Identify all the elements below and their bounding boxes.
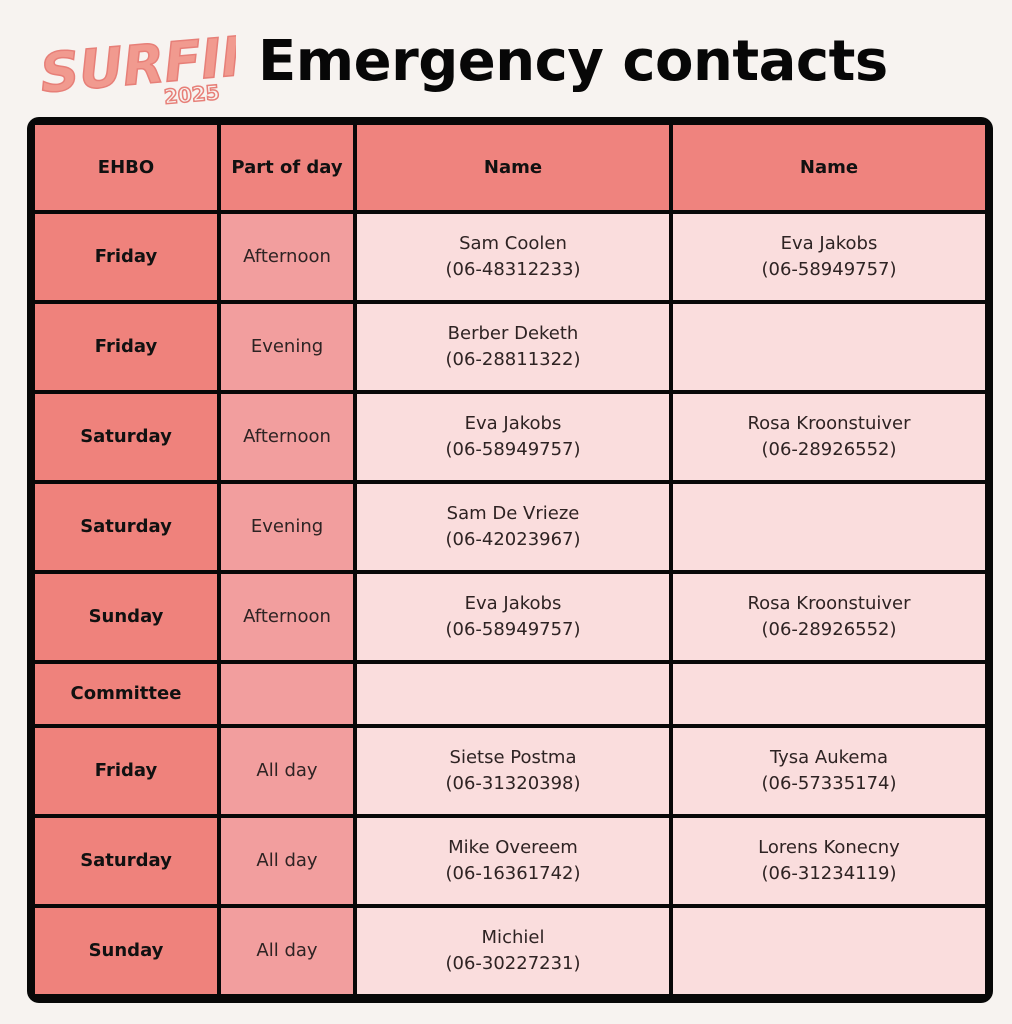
contacts-table-frame (27, 117, 993, 1003)
contact-name: Sam De Vrieze (446, 503, 580, 524)
row-contact-1-cell (357, 908, 669, 994)
contact-name: Mike Overeem (448, 837, 578, 858)
row-contact-1-cell (357, 304, 669, 390)
row-day-cell: Committee (35, 664, 217, 724)
column-header-name-2: Name (673, 125, 985, 210)
row-contact-1-cell (357, 214, 669, 300)
contact-name: Eva Jakobs (464, 593, 562, 614)
row-contact-1-cell (357, 394, 669, 480)
row-day-cell: Friday (35, 728, 217, 814)
contact-name: Rosa Kroonstuiver (747, 593, 911, 614)
row-day-cell: Saturday (35, 394, 217, 480)
column-header-ehbo: EHBO (35, 125, 217, 210)
surfin-logo (36, 22, 236, 108)
contact-phone: (06-28811322) (445, 349, 581, 370)
contact-phone: (06-42023967) (445, 529, 581, 550)
page-title: Emergency contacts (258, 29, 888, 94)
row-contact-2-cell (673, 484, 985, 570)
row-part-of-day-cell: All day (221, 818, 353, 904)
row-part-of-day-cell: Afternoon (221, 214, 353, 300)
contact-phone: (06-31320398) (445, 773, 581, 794)
row-day-cell: Friday (35, 304, 217, 390)
contacts-table (35, 125, 985, 995)
row-day-cell: Sunday (35, 574, 217, 660)
row-day-cell: Saturday (35, 818, 217, 904)
logo-text: SURFIN' (37, 22, 236, 106)
contact-name: Lorens Konecny (758, 837, 900, 858)
row-contact-2-cell (673, 214, 985, 300)
row-contact-1-cell (357, 574, 669, 660)
contact-phone: (06-28926552) (761, 439, 897, 460)
row-contact-2-cell (673, 728, 985, 814)
column-header-part-of-day: Part of day (221, 125, 353, 210)
contact-phone: (06-30227231) (445, 953, 581, 974)
contact-name: Eva Jakobs (780, 233, 878, 254)
row-part-of-day-cell: All day (221, 728, 353, 814)
contact-phone: (06-28926552) (761, 619, 897, 640)
row-part-of-day-cell (221, 664, 353, 724)
contact-phone: (06-31234119) (761, 863, 897, 884)
contact-name: Eva Jakobs (464, 413, 562, 434)
contact-name: Rosa Kroonstuiver (747, 413, 911, 434)
contact-phone: (06-16361742) (445, 863, 581, 884)
contact-phone: (06-58949757) (761, 259, 897, 280)
contact-name: Sietse Postma (449, 747, 577, 768)
logo-year: 2025 (162, 80, 221, 108)
row-contact-1-cell (357, 484, 669, 570)
row-contact-2-cell (673, 908, 985, 994)
row-contact-2-cell (673, 574, 985, 660)
contact-phone: (06-58949757) (445, 439, 581, 460)
row-contact-2-cell (673, 304, 985, 390)
contact-phone: (06-58949757) (445, 619, 581, 640)
row-contact-2-cell (673, 394, 985, 480)
row-part-of-day-cell: All day (221, 908, 353, 994)
row-contact-1-cell (357, 664, 669, 724)
row-contact-2-cell (673, 818, 985, 904)
contact-name: Berber Deketh (447, 323, 579, 344)
row-day-cell: Sunday (35, 908, 217, 994)
contact-name: Sam Coolen (459, 233, 567, 254)
row-part-of-day-cell: Evening (221, 484, 353, 570)
row-contact-2-cell (673, 664, 985, 724)
row-part-of-day-cell: Evening (221, 304, 353, 390)
contact-name: Michiel (481, 927, 545, 948)
contact-phone: (06-48312233) (445, 259, 581, 280)
row-part-of-day-cell: Afternoon (221, 574, 353, 660)
row-day-cell: Friday (35, 214, 217, 300)
row-contact-1-cell (357, 818, 669, 904)
row-day-cell: Saturday (35, 484, 217, 570)
row-part-of-day-cell: Afternoon (221, 394, 353, 480)
contact-name: Tysa Aukema (769, 747, 889, 768)
column-header-name-1: Name (357, 125, 669, 210)
row-contact-1-cell (357, 728, 669, 814)
contact-phone: (06-57335174) (761, 773, 897, 794)
